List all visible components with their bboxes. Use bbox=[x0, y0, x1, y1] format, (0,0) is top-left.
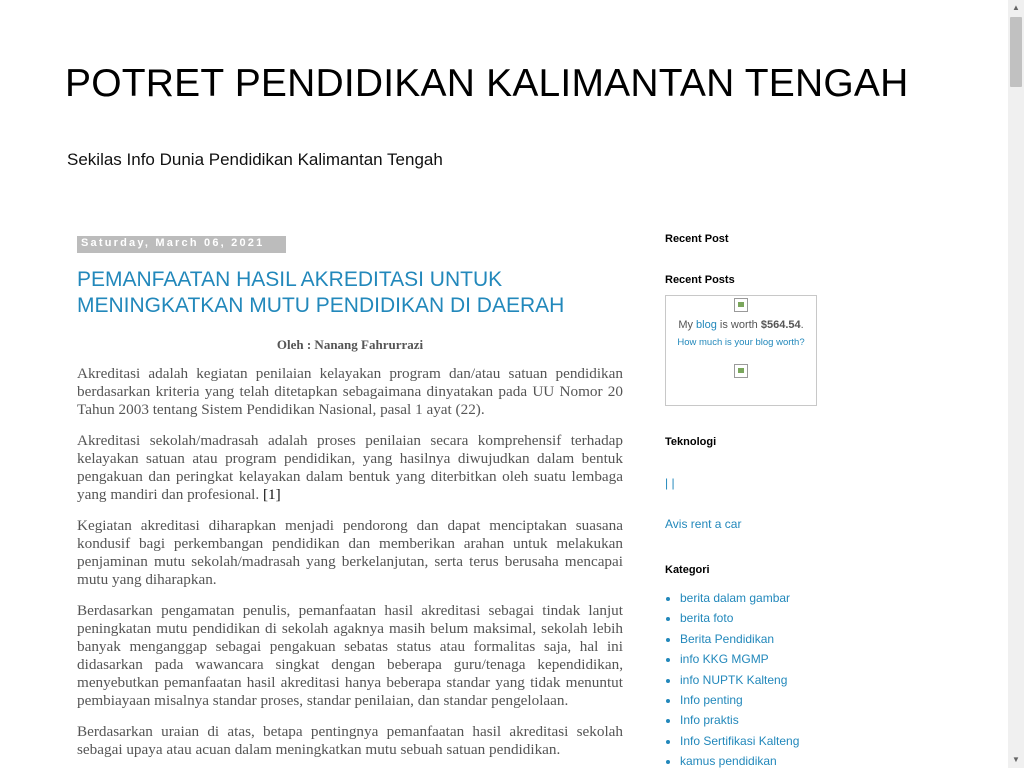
worth-suffix: . bbox=[800, 319, 804, 331]
blog-worth-image[interactable] bbox=[734, 298, 748, 315]
footnote-ref-link[interactable]: [1] bbox=[263, 486, 281, 503]
post-paragraph: Kegiatan akreditasi diharapkan menjadi pendorong dan dapat menciptakan suasana kondusif bagi perkembangan pendidikan dan memberikan arahan untuk melakukan penjaminan mutu sekolah/madrasah yang berkelanjutan, serta terus berusaha mencapai mutu yang diharapkan. bbox=[77, 517, 623, 588]
worth-prefix: My bbox=[678, 319, 697, 331]
post-paragraph: Berdasarkan pengamatan penulis, pemanfaatan hasil akreditasi sebagai tindak lanjut peningkatan mutu pendidikan di sekolah agaknya masih belum maksimal, sekolah lebih banyak menganggap sebagai pengakuan sebatas status atau formalitas saja, hal ini didasarkan pada wawancara singkat dengan beberapa guru/tenaga kependidikan, menyebutkan pemanfaatan hasil akreditasi hanya beberapa standar yang tidak menuntut pembiayaan misalnya standar proses, standar penilaian, dan standar pengelolaan. bbox=[77, 602, 623, 709]
kategori-heading: Kategori bbox=[665, 564, 710, 576]
category-link[interactable]: • berita foto bbox=[680, 608, 865, 628]
blog-link[interactable]: blog bbox=[696, 319, 717, 331]
recent-posts-heading: Recent Posts bbox=[665, 274, 735, 286]
blog-description: Sekilas Info Dunia Pendidikan Kalimantan Tengah bbox=[67, 150, 443, 169]
post-author: Oleh : Nanang Fahrurrazi bbox=[276, 337, 424, 352]
vertical-scrollbar[interactable] bbox=[1008, 0, 1024, 768]
post-paragraph: Berdasarkan uraian di atas, betapa pentingnya pemanfaatan hasil akreditasi sekolah sebagai upaya atau acuan dalam meningkatkan mutu sebuah satuan pendidikan. bbox=[77, 723, 623, 758]
broken-image-icon bbox=[734, 364, 748, 378]
blog-worth-badge[interactable] bbox=[734, 364, 748, 381]
blog-worth-text bbox=[666, 319, 816, 331]
category-link[interactable]: • Info Sertifikasi Kalteng bbox=[680, 731, 865, 751]
post-title-line-1[interactable]: PEMANFAATAN HASIL AKREDITASI UNTUK bbox=[77, 268, 503, 291]
blog-worth-widget bbox=[665, 295, 817, 406]
post-title-line-2[interactable]: MENINGKATKAN MUTU PENDIDIKAN DI DAERAH bbox=[77, 294, 565, 317]
teknologi-heading: Teknologi bbox=[665, 436, 717, 448]
post-title[interactable] bbox=[77, 267, 623, 319]
scroll-up-icon[interactable]: ▲ bbox=[1012, 3, 1020, 12]
post-paragraph: Akreditasi adalah kegiatan penilaian kelayakan program dan/atau satuan pendidikan berdasarkan kriteria yang telah ditetapkan sebagaimana dinyatakan pada UU Nomor 20 Tahun 2003 tentang Sistem Pendidikan Nasional, pasal 1 ayat (22). bbox=[77, 365, 623, 418]
recent-post-heading: Recent Post bbox=[665, 233, 729, 245]
post-paragraph-text: Akreditasi sekolah/madrasah adalah proses penilaian secara komprehensif terhadap kelayakan satuan atau program pendidikan, yang hasilnya diwujudkan dalam bentuk pengakuan dan peringkat kelayakan dalam bentuk yang diterbitkan oleh suatu lembaga yang mandiri dan profesional. bbox=[77, 432, 623, 503]
category-link[interactable]: • info KKG MGMP bbox=[680, 649, 865, 669]
teknologi-links[interactable]: | | bbox=[665, 476, 675, 490]
category-list bbox=[665, 588, 865, 768]
category-link[interactable]: • Info praktis bbox=[680, 710, 865, 730]
blog-title[interactable]: POTRET PENDIDIKAN KALIMANTAN TENGAH bbox=[65, 62, 909, 105]
category-link[interactable]: • Berita Pendidikan bbox=[680, 629, 865, 649]
post-paragraph bbox=[77, 432, 623, 504]
category-link[interactable]: • Info penting bbox=[680, 690, 865, 710]
main-column bbox=[77, 233, 623, 759]
blog-worth-question-link[interactable]: How much is your blog worth? bbox=[677, 337, 805, 348]
post-date: Saturday, March 06, 2021 bbox=[77, 236, 286, 253]
scroll-down-icon[interactable]: ▼ bbox=[1012, 755, 1020, 764]
category-link[interactable]: • info NUPTK Kalteng bbox=[680, 670, 865, 690]
avis-rent-link[interactable]: Avis rent a car bbox=[665, 517, 742, 531]
sidebar bbox=[665, 233, 865, 768]
category-link[interactable]: • kamus pendidikan bbox=[680, 751, 865, 768]
scroll-thumb[interactable] bbox=[1010, 17, 1022, 87]
worth-amount: $564.54 bbox=[760, 319, 801, 331]
broken-image-icon bbox=[734, 298, 748, 312]
category-link[interactable]: • berita dalam gambar bbox=[680, 588, 865, 608]
worth-middle: is worth bbox=[716, 319, 761, 331]
